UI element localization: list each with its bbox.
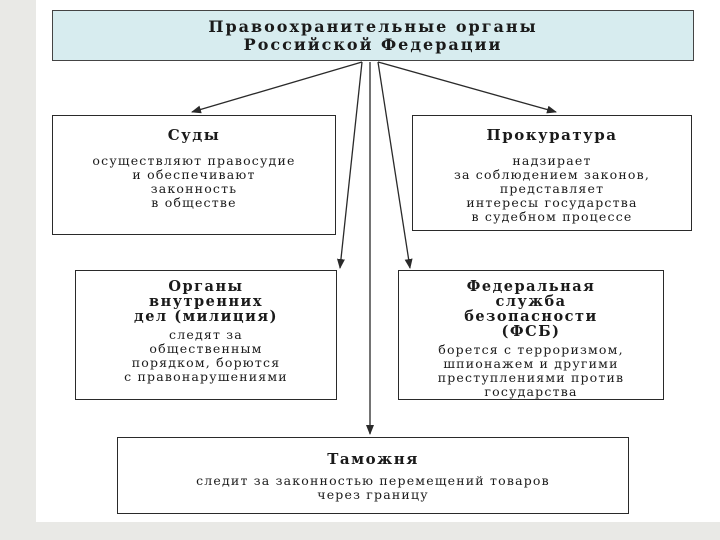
node-prokuratura: [412, 115, 692, 231]
title-line: Органы: [168, 278, 244, 295]
node-tamozhnya: [117, 437, 629, 514]
bottom-margin-strip: [0, 522, 720, 540]
title-line: дел (милиция): [134, 308, 278, 325]
desc-line: следит за законностью перемещений товаров: [196, 473, 550, 488]
node-ovd: [75, 270, 337, 400]
node-description: [118, 474, 628, 502]
node-description: [413, 154, 691, 224]
node-title: Прокуратура: [486, 126, 618, 144]
desc-line: представляет: [499, 181, 605, 196]
desc-line: следят за: [169, 327, 243, 342]
desc-line: в обществе: [151, 195, 237, 210]
header-title: [53, 18, 693, 54]
left-margin-strip: [0, 0, 36, 540]
node-description: [53, 154, 335, 210]
desc-line: интересы государства: [466, 195, 638, 210]
node-title: [399, 279, 663, 339]
node-fsb: [398, 270, 664, 400]
desc-line: через границу: [317, 487, 429, 502]
desc-line: государства: [484, 384, 578, 399]
desc-line: борется с терроризмом,: [438, 342, 624, 357]
title-line: служба: [495, 293, 567, 310]
header-title-line: Правоохранительные органы: [208, 17, 538, 36]
node-description: [399, 343, 663, 399]
desc-line: преступлениями против: [437, 370, 625, 385]
title-line: (ФСБ): [501, 323, 561, 340]
node-title: Суды: [167, 126, 221, 144]
desc-line: в судебном процессе: [471, 209, 633, 224]
desc-line: и обеспечивают: [132, 167, 256, 182]
desc-line: за соблюдением законов,: [453, 167, 651, 182]
title-line: внутренних: [149, 293, 263, 310]
desc-line: с правонарушениями: [124, 369, 288, 384]
desc-line: порядком, борются: [131, 355, 281, 370]
node-sudy: [52, 115, 336, 235]
desc-line: законность: [150, 181, 238, 196]
title-line: безопасности: [464, 308, 598, 325]
header-box: [52, 10, 694, 61]
node-title: [76, 279, 336, 324]
node-title: Таможня: [327, 450, 419, 468]
desc-line: надзирает: [512, 153, 592, 168]
desc-line: шпионажем и другими: [443, 356, 619, 371]
desc-line: общественным: [149, 341, 263, 356]
node-description: [76, 328, 336, 384]
desc-line: осуществляют правосудие: [92, 153, 296, 168]
title-line: Федеральная: [466, 278, 596, 295]
header-title-line: Российской Федерации: [243, 35, 503, 54]
